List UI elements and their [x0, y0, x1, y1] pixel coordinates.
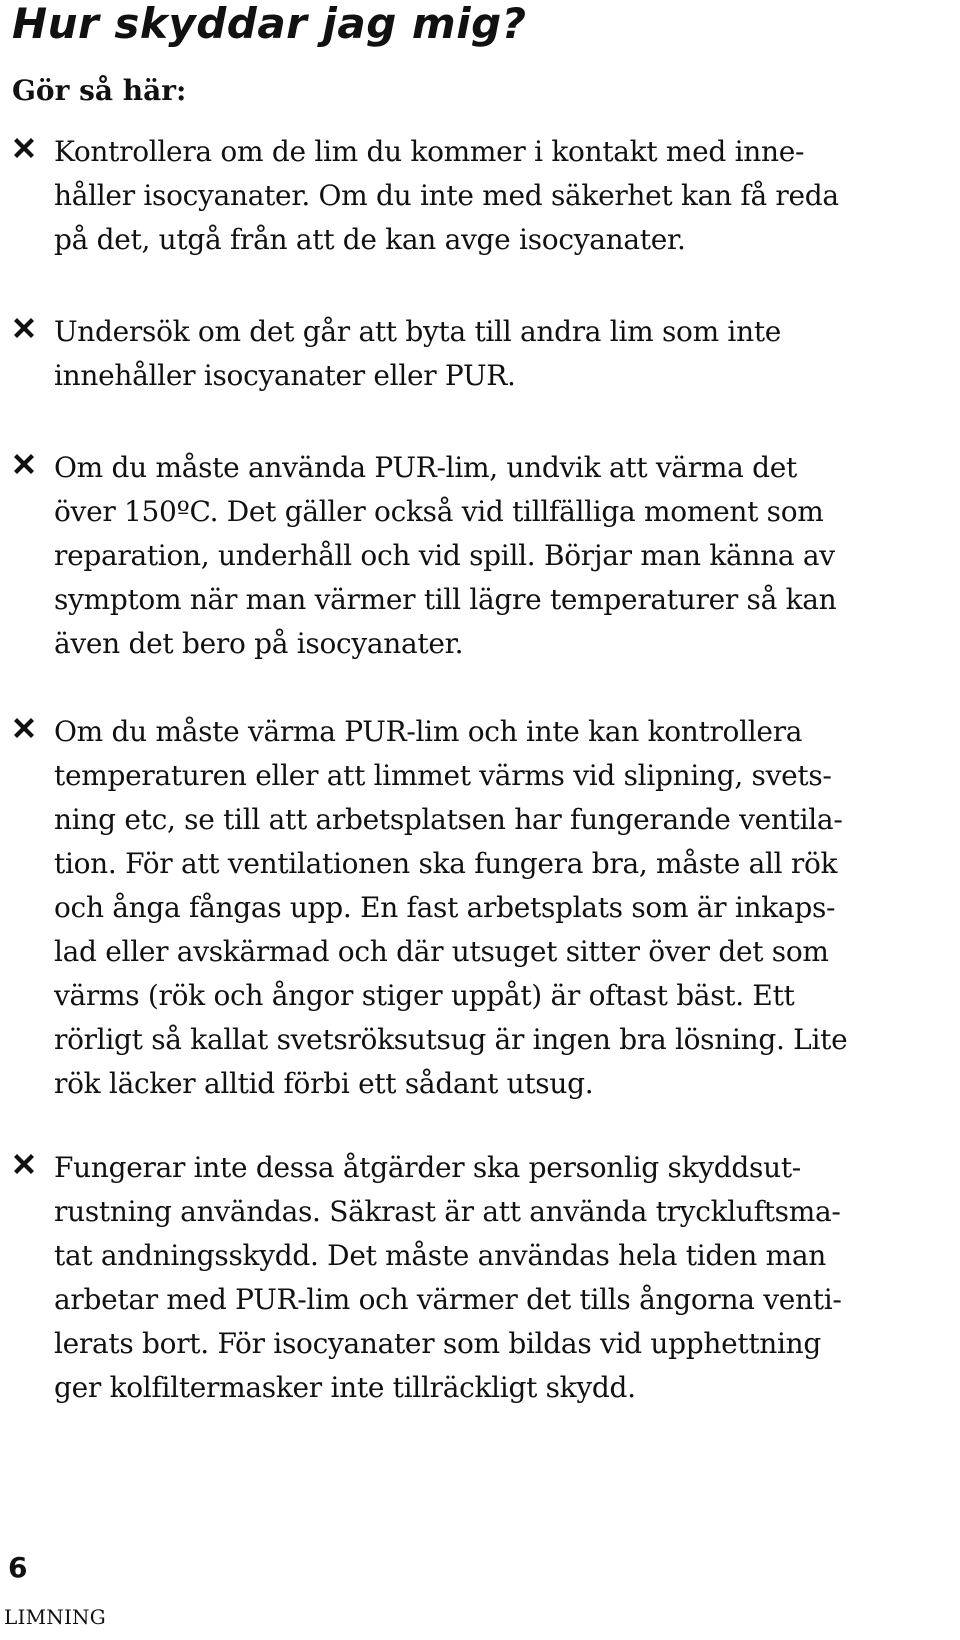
section-label: LIMNING	[4, 1605, 106, 1629]
page-number: 6	[8, 1551, 28, 1584]
heavy-x-icon	[10, 450, 38, 478]
list-item-text: Om du måste använda PUR-lim, undvik att värma det över 150ºC. Det gäller också vid tillfälliga moment som reparation, underhåll och vid spill. Börjar man känna av symptom när man värmer till lägre temperaturer så kan även det bero på isocyanater.	[54, 451, 837, 660]
list-item-text: Undersök om det går att byta till andra lim som inte innehåller isocyanater eller PUR.	[54, 315, 782, 392]
heavy-x-icon	[10, 134, 38, 162]
heavy-x-icon	[10, 1150, 38, 1178]
heavy-x-icon	[10, 314, 38, 342]
list-item-text: Fungerar inte dessa åtgärder ska personlig skyddsut- rustning användas. Säkrast är att använda tryckluftsma- tat andningsskydd. Det måste användas hela tiden man arbetar med PUR-lim och värmer det tills ångorna venti- lerats bort. För isocyanater som bildas vid upphettning ger kolfiltermasker inte tillräckligt skydd.	[54, 1151, 842, 1404]
heavy-x-icon	[10, 714, 38, 742]
page-title: Hur skyddar jag mig?	[12, 0, 527, 48]
list-item-text: Kontrollera om de lim du kommer i kontakt med inne- håller isocyanater. Om du inte med säkerhet kan få reda på det, utgå från att de kan avge isocyanater.	[54, 135, 839, 256]
list-item-text: Om du måste värma PUR-lim och inte kan kontrollera temperaturen eller att limmet värms vid slipning, svets- ning etc, se till att arbetsplatsen har fungerande ventila- tion. För att ventilationen ska fungera bra, måste all rök och ånga fångas upp. En fast arbetsplats som är inkaps- lad eller avskärmad och där utsuget sitter över det som värms (rök och ångor stiger uppåt) är oftast bäst. Ett rörligt så kallat svetsröksutsug är ingen bra lösning. Lite rök läcker alltid förbi ett sådant utsug.	[54, 715, 848, 1100]
instructions-heading: Gör så här:	[12, 74, 187, 107]
